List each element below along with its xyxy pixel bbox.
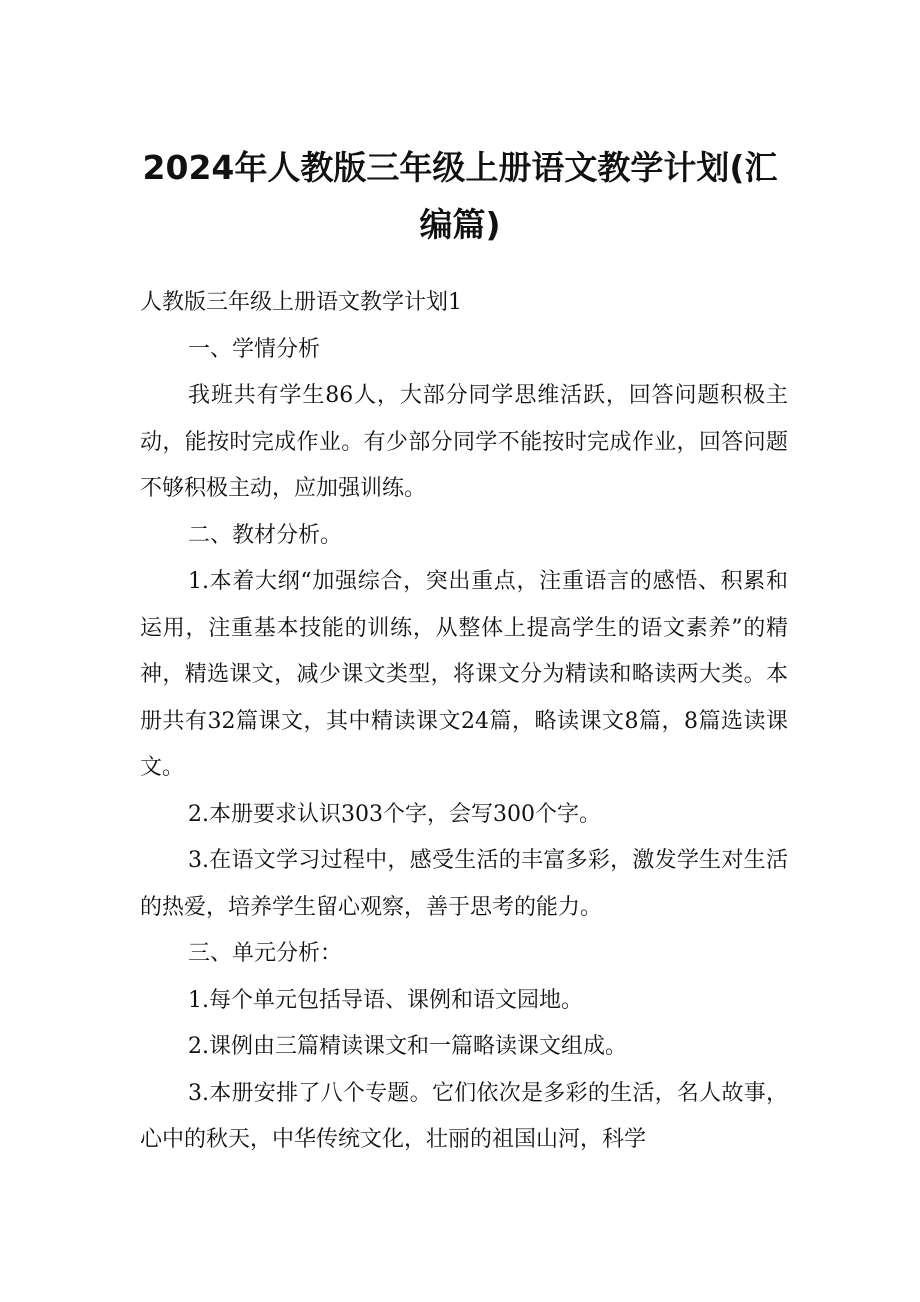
- paragraph-unit-point-3: 3.本册安排了八个专题。它们依次是多彩的生活，名人故事，心中的秋天，中华传统文化，壮丽的祖国山河，科学: [140, 1080, 788, 1152]
- paragraph-textbook-point-1: 1.本着大纲“加强综合，突出重点，注重语言的感悟、积累和运用，注重基本技能的训练，从整体上提高学生的语文素养”的精神，精选课文，减少课文类型，将课文分为精读和略读两大类。本册共有32篇课文，其中精读课文24篇，略读课文8篇，8篇选读课文。: [140, 569, 788, 780]
- document-title-line-1: 2024年人教版三年级上册语文教学计划(汇: [142, 148, 778, 187]
- paragraph-unit-point-2: 2.课例由三篇精读课文和一篇略读课文组成。: [188, 1034, 627, 1059]
- document-title-line-2: 编篇): [419, 205, 501, 244]
- document-body: [140, 280, 788, 1164]
- paragraph-student-analysis: 我班共有学生86人，大部分同学思维活跃，回答问题积极主动，能按时完成作业。有少部分同学不能按时完成作业，回答问题不够积极主动，应加强训练。: [140, 383, 788, 501]
- paragraph-textbook-point-2: 2.本册要求认识303个字，会写300个字。: [188, 801, 601, 827]
- paragraph-textbook-point-3: 3.在语文学习过程中，感受生活的丰富多彩，激发学生对生活的热爱，培养学生留心观察，善于思考的能力。: [140, 848, 788, 920]
- plan-heading: 人教版三年级上册语文教学计划1: [140, 290, 462, 315]
- section-heading-unit-analysis: 三、单元分析：: [188, 941, 343, 966]
- section-heading-textbook-analysis: 二、教材分析。: [188, 522, 343, 548]
- paragraph-unit-point-1: 1.每个单元包括导语、课例和语文园地。: [188, 987, 583, 1013]
- section-heading-student-analysis: 一、学情分析: [188, 336, 321, 362]
